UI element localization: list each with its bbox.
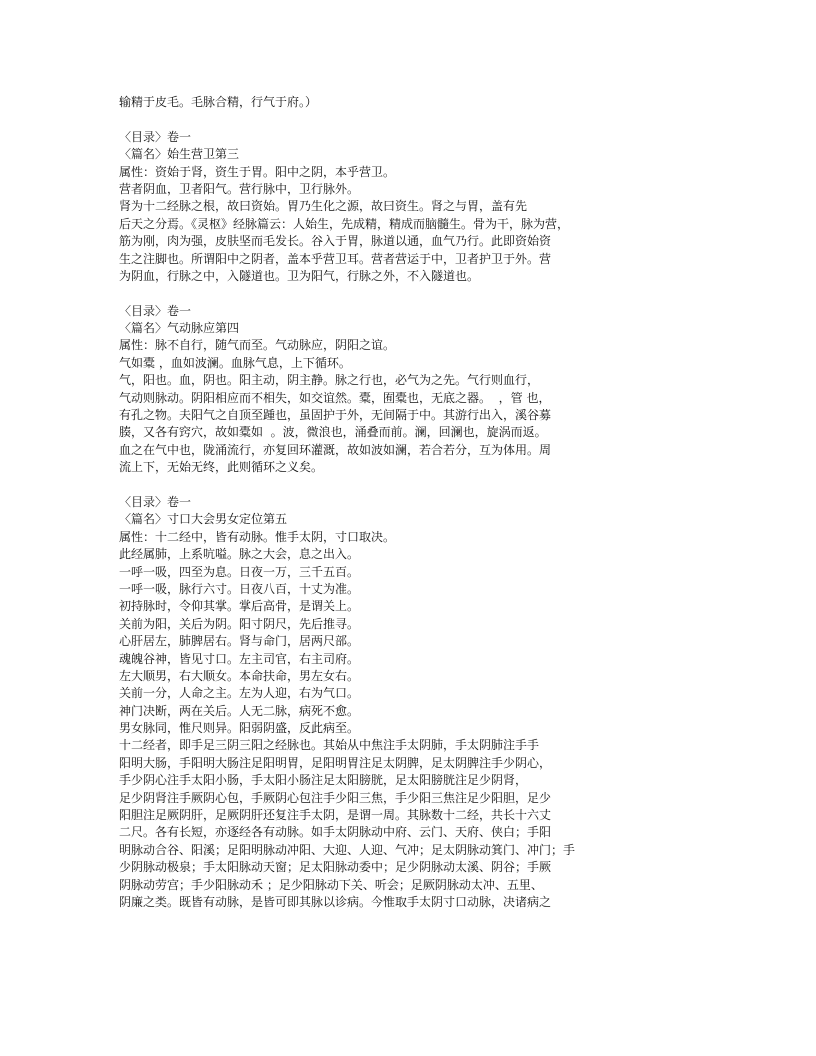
text-line: 〈篇名〉始生营卫第三: [119, 147, 240, 162]
text-line: 少阴脉动极泉；手太阳脉动天窗；足太阳脉动委中；足少阴脉动太溪、阴谷；手厥: [119, 860, 552, 875]
text-line: 明脉动合谷、阳溪；足阳明脉动冲阳、大迎、人迎、气冲；足太阴脉动箕门、冲门；手: [119, 842, 576, 857]
text-line: 〈篇名〉气动脉应第四: [119, 321, 240, 336]
text-line: 十二经者，即手足三阴三阳之经脉也。其始从中焦注手太阴肺，手太阴肺注手手: [119, 738, 540, 753]
text-line: 气如橐 ，血如波澜。血脉气息，上下循环。: [119, 355, 351, 370]
text-line: 筋为刚，肉为强，皮肤坚而毛发长。谷入于胃，脉道以通，血气乃行。此即资始资: [119, 234, 552, 249]
text-line: 阳胆注足厥阴肝，足厥阴肝还复注手太阴，是谓一周。其脉数十二经，共长十六丈: [119, 808, 552, 823]
section-gap: [119, 111, 759, 128]
text-line: 〈目录〉卷一: [119, 303, 192, 318]
text-line: 气，阳也。血，阴也。阳主动，阴主静。脉之行也，必气为之先。气行则血行，: [119, 373, 540, 388]
text-line: 足少阴肾注手厥阴心包，手厥阴心包注手少阳三焦，手少阳三焦注足少阳胆，足少: [119, 790, 552, 805]
text-section: [119, 129, 759, 286]
text-line: 为阴血，行脉之中，入隧道也。卫为阳气，行脉之外，不入隧道也。: [119, 268, 480, 283]
text-line: 输精于皮毛。毛脉合精，行气于府。）: [119, 95, 318, 109]
text-line: 属性：十二经中，皆有动脉。惟手太阴，寸口取决。: [119, 529, 396, 544]
text-line: 阳明大肠，手阳明大肠注足阳明胃，足阳明胃注足太阴脾，足太阴脾注手少阴心，: [119, 755, 552, 770]
text-line: 二尺。各有长短，亦逐经各有动脉。如手太阴脉动中府、云门、天府、侠白；手阳: [119, 825, 552, 840]
text-line: 气动则脉动。阴阳相应而不相失，如交谊然。橐，囿橐也，无底之器。 ，管 也，: [119, 390, 551, 405]
text-line: 后天之分焉。《灵枢》经脉篇云：人始生，先成精，精成而脑髓生。骨为干，脉为营，: [119, 216, 570, 231]
text-line: 属性：脉不自行，随气而至。气动脉应，阴阳之谊。: [119, 338, 396, 353]
text-line: 有孔之物。夫阳气之自顶至踵也，虽固护于外，无间隔于中。其游行出入，溪谷募: [119, 408, 552, 423]
text-line: 〈目录〉卷一: [119, 494, 192, 509]
text-section: [119, 94, 759, 111]
document-body: [119, 94, 759, 911]
text-line: 一呼一吸，四至为息。日夜一万，三千五百。: [119, 564, 360, 579]
text-line: 流上下，无始无终，此则循环之义矣。: [119, 460, 324, 475]
text-line: 腠，又各有窍穴，故如橐如 。波，微浪也，涌叠而前。澜，回澜也，旋涡而返。: [119, 425, 547, 440]
text-line: 生之注脚也。所谓阳中之阴者，盖本乎营卫耳。营者营运于中，卫者护卫于外。营: [119, 251, 552, 266]
text-line: 营者阴血，卫者阳气。营行脉中，卫行脉外。: [119, 181, 360, 196]
text-line: 此经属肺，上系吭嗌。脉之大会，息之出入。: [119, 547, 360, 562]
section-gap: [119, 477, 759, 494]
text-line: 关前为阳，关后为阴。阳寸阴尺，先后推寻。: [119, 616, 360, 631]
text-line: 阴廉之类。既皆有动脉，是皆可即其脉以诊病。今惟取手太阴寸口动脉，决诸病之: [119, 894, 552, 909]
text-line: 关前一分，人命之主。左为人迎，右为气口。: [119, 686, 360, 701]
text-line: 〈目录〉卷一: [119, 129, 192, 144]
text-line: 左大顺男，右大顺女。本命扶命，男左女右。: [119, 668, 360, 683]
text-line: 阴脉动劳宫；手少阳脉动禾 ；足少阳脉动下关、听会；足厥阴脉动太冲、五里、: [119, 877, 543, 892]
text-line: 肾为十二经脉之根，故曰资始。胃乃生化之源，故曰资生。肾之与胃，盖有先: [119, 199, 528, 214]
text-line: 心肝居左，肺脾居右。肾与命门，居两尺部。: [119, 634, 360, 649]
text-line: 初持脉时，令仰其掌。掌后高骨，是谓关上。: [119, 599, 360, 614]
text-line: 血之在气中也，陇涌流行，亦复回环灌溉，故如波如澜，若合若分，互为体用。周: [119, 442, 552, 457]
text-line: 男女脉同，惟尺则异。阳弱阴盛，反此病至。: [119, 721, 360, 736]
text-line: 一呼一吸，脉行六寸。日夜八百，十丈为准。: [119, 581, 360, 596]
text-line: 魂魄谷神，皆见寸口。左主司官，右主司府。: [119, 651, 360, 666]
text-line: 神门决断，两在关后。人无二脉，病死不愈。: [119, 703, 360, 718]
section-gap: [119, 285, 759, 302]
text-line: 〈篇名〉寸口大会男女定位第五: [119, 512, 288, 527]
text-line: 属性：资始于肾，资生于胃。阳中之阴，本乎营卫。: [119, 164, 396, 179]
text-line: 手少阴心注手太阳小肠，手太阳小肠注足太阳膀胱，足太阳膀胱注足少阴肾，: [119, 773, 528, 788]
text-section: [119, 303, 759, 477]
text-section: [119, 494, 759, 911]
